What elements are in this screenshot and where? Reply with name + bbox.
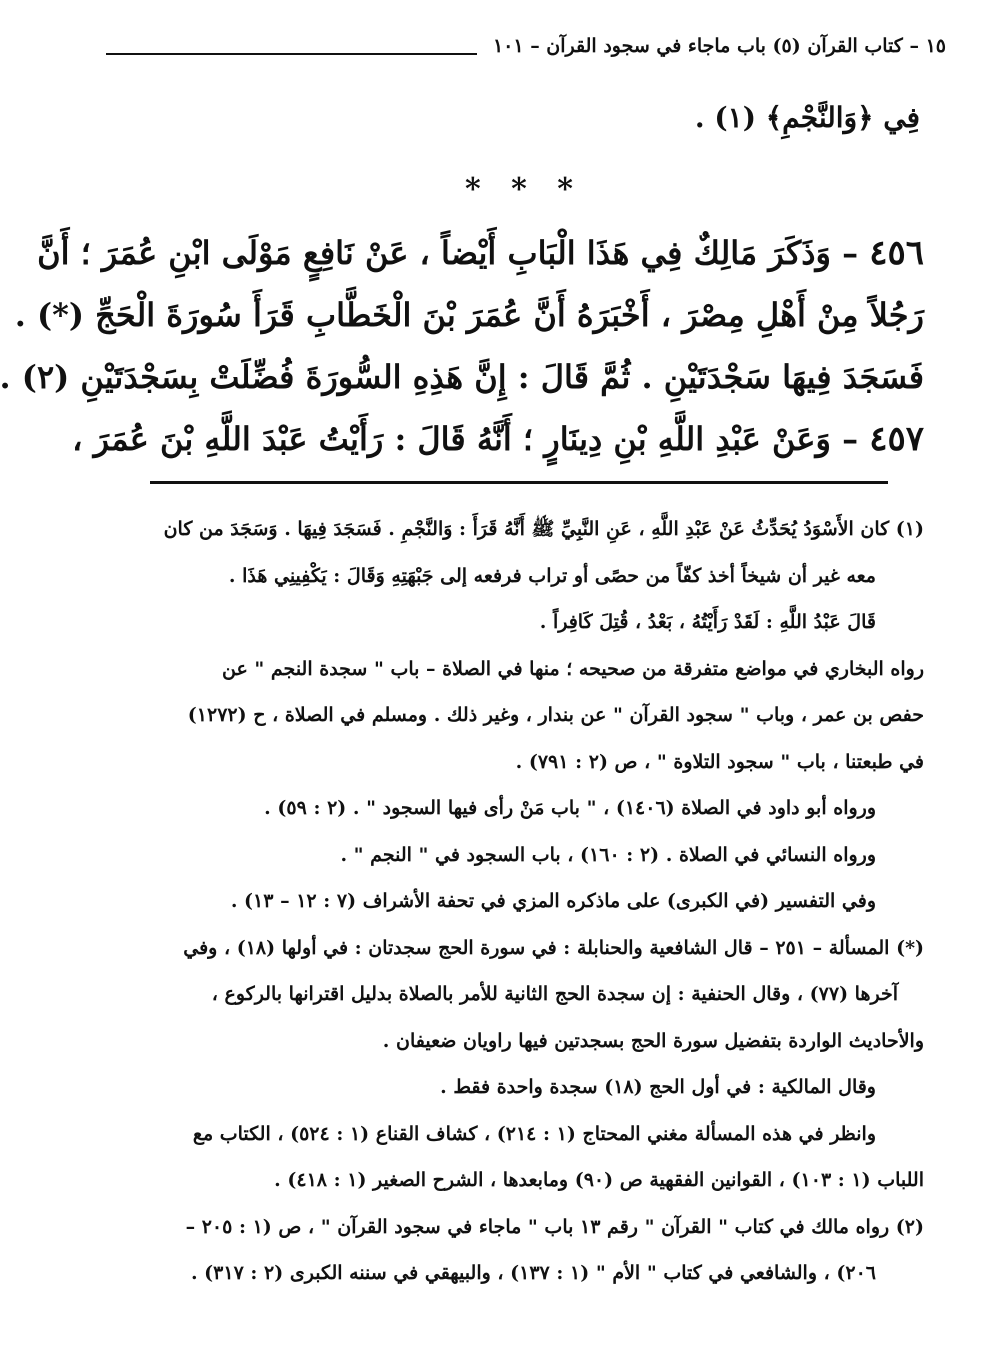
running-header <box>106 28 946 64</box>
hadith-456-line-2: رَجُلاً مِنْ أَهْلِ مِصْرَ ، أَخْبَرَهُ أَنَّ عُمَرَ بْنَ الْخَطَّابِ قَرَأَ سُورَةَ الْحَجِّ (*) . <box>14 296 924 334</box>
main-text <box>0 222 924 470</box>
footnote-line: وقال المالكية : في أول الحج (١٨) سجدة واحدة فقط . <box>440 1076 876 1098</box>
footnote-line: معه غير أن شيخاً أخذ كفّاً من حصًى أو تراب فرفعه إلى جَبْهَتِهِ وَقَالَ : يَكْفِينِي هَذَا . <box>228 564 876 587</box>
footnote-line: ورواه أبو داود في الصلاة (١٤٠٦) ، " باب مَنْ رأى فيها السجود " . (٢ : ٥٩) . <box>264 797 876 819</box>
footnote-line: (١) كان الأَسْوَدُ يُحَدِّثُ عَنْ عَبْدِ اللَّهِ ، عَنِ النَّبِيِّ ﷺ أَنَّهُ قَرَأَ : وَالنَّجْمِ . فَسَجَدَ فِيهَا . وَسَجَدَ من كان <box>163 518 924 540</box>
footnote-line: ورواه النسائي في الصلاة . (٢ : ١٦٠) ، باب السجود في " النجم " . <box>340 843 876 866</box>
section-separator: * * * <box>465 172 583 207</box>
footnote-line: والأحاديث الواردة بتفضيل سورة الحج بسجدتين فيها راويان ضعيفان . <box>382 1029 924 1052</box>
hadith-number: ٤٥٧ <box>869 419 924 459</box>
hadith-456-line-1 <box>37 222 924 284</box>
footnote-line: رواه البخاري في مواضع متفرقة من صحيحه ؛ منها في الصلاة – باب " سجدة النجم " عن <box>221 657 924 680</box>
footnote-line: ٢٠٦) ، والشافعي في كتاب " الأم " (١ : ١٣٧) ، والبيهقي في سننه الكبرى (٢ : ٣١٧) . <box>190 1262 876 1284</box>
hadith-text: – وَعَنْ عَبْدِ اللَّهِ بْنِ دِينَارٍ ؛ أَنَّهُ قَالَ : رَأَيْتُ عَبْدَ اللَّهِ بْنَ عُمَرَ ، <box>72 420 859 458</box>
footnote-separator <box>150 481 888 484</box>
hadith-456-line-3: فَسَجَدَ فِيهَا سَجْدَتَيْنِ . ثُمَّ قَالَ : إِنَّ هَذِهِ السُّورَةَ فُضِّلَتْ بِسَجْدَتَيْنِ (٢) . <box>0 358 924 396</box>
footnote-line: اللباب (١ : ١٠٣) ، القوانين الفقهية ص (٩٠) ومابعدها ، الشرح الصغير (١ : ٤١٨) . <box>274 1169 924 1191</box>
footnote-line: في طبعتنا ، باب " سجود التلاوة " ، ص (٢ : ٧٩١) . <box>515 750 924 773</box>
footnote-line: (٢) رواه مالك في كتاب " القرآن " رقم ١٣ باب " ماجاء في سجود القرآن " ، ص (١ : ٢٠٥ – <box>185 1215 924 1238</box>
running-title: ١٥ – كتاب القرآن (٥) باب ماجاء في سجود القرآن – ١٠١ <box>492 35 946 57</box>
hadith-457-line-1 <box>72 408 924 470</box>
header-rule <box>106 53 477 55</box>
footnote-line: حفص بن عمر ، وباب " سجود القرآن " عن بندار ، وغير ذلك . ومسلم في الصلاة ، ح (١٢٧٢) <box>187 704 924 726</box>
footnote-line: (*) المسألة – ٢٥١ – قال الشافعية والحنابلة : في سورة الحج سجدتان : في أولها (١٨) ، وفي <box>183 936 924 959</box>
footnote-line: آخرها (٧٧) ، وقال الحنفية : إن سجدة الحج الثانية للأمر بالصلاة بدليل اقترانها بالركوع ، <box>211 983 898 1005</box>
hadith-number: ٤٥٦ <box>869 233 924 273</box>
footnote-line: قَالَ عَبْدُ اللَّهِ : لَقَدْ رَأَيْتُهُ ، بَعْدُ ، قُتِلَ كَافِراً . <box>539 611 876 633</box>
continuation-line: فِي ﴿وَالنَّجْمِ﴾ (١) . <box>694 101 920 134</box>
footnote-line: وانظر في هذه المسألة مغني المحتاج (١ : ٢١٤) ، كشاف القناع (١ : ٥٢٤) ، الكتاب مع <box>192 1122 876 1145</box>
footnote-line: وفي التفسير (في الكبرى) على ماذكره المزي في تحفة الأشراف (٧ : ١٢ – ١٣) . <box>230 890 876 912</box>
hadith-text: – وَذَكَرَ مَالِكٌ فِي هَذَا الْبَابِ أَيْضاً ، عَنْ نَافِعٍ مَوْلَى ابْنِ عُمَرَ ؛ أَنَّ <box>37 234 859 272</box>
footnotes <box>116 506 924 1297</box>
